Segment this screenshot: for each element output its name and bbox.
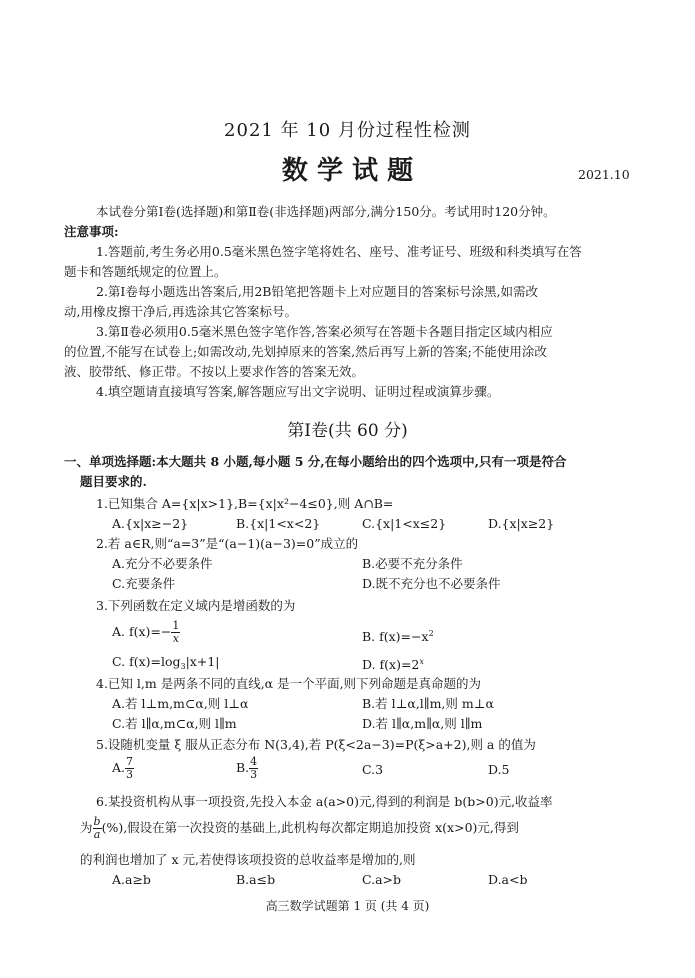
denominator: x	[172, 632, 179, 645]
option-b-label: B.	[236, 760, 250, 775]
option-b-expr: B. f(x)=−x	[362, 629, 429, 644]
option-d-expr: D. f(x)=2	[362, 657, 420, 672]
question-5-stem: 5.设随机变量 ξ 服从正态分布 N(3,4),若 P(ξ<2a−3)=P(ξ>a+2),则 a 的值为	[96, 737, 536, 752]
question-6-line: 6.某投资机构从事一项投资,先投入本金 a(a>0)元,得到的利润是 b(b>0)元,收益率	[96, 794, 553, 809]
option-a-expr: A. f(x)=−	[112, 624, 172, 639]
option-b	[362, 626, 434, 645]
option-a	[112, 620, 180, 645]
note-line: 的位置,不能写在试卷上;如需改动,先划掉原来的答案,然后再写上新的答案;不能使用涂改	[64, 344, 547, 359]
option-c-arg: |x+1|	[185, 654, 220, 669]
fraction	[249, 756, 258, 781]
denominator: 3	[250, 768, 258, 781]
option-b: B.a≤b	[236, 872, 276, 887]
note-line: 1.答题前,考生务必用0.5毫米黑色签字笔将姓名、座号、准考证号、班级和科类填写在答	[96, 244, 582, 259]
q6-rest: (%),假设在第一次投资的基础上,此机构每次都定期追加投资 x(x>0)元,得到	[101, 820, 519, 835]
option-d: D.5	[488, 762, 510, 777]
option-c: C.{x|1<x≤2}	[362, 516, 447, 531]
exponent: x	[419, 657, 424, 666]
denominator: a	[93, 828, 101, 841]
q6-prefix: 为	[80, 820, 93, 835]
fraction	[93, 816, 102, 841]
option-c-expr: C. f(x)=log	[112, 654, 181, 669]
option-c: C.充要条件	[112, 576, 176, 591]
intro-line: 本试卷分第Ⅰ卷(选择题)和第Ⅱ卷(非选择题)两部分,满分150分。考试用时120分钟。	[96, 204, 556, 219]
option-c	[112, 654, 220, 675]
question-3-stem: 3.下列函数在定义域内是增函数的为	[96, 598, 296, 613]
question-4-stem: 4.已知 l,m 是两条不同的直线,α 是一个平面,则下列命题是真命题的为	[96, 676, 482, 691]
option-b: B.必要不充分条件	[362, 556, 463, 571]
denominator: 3	[126, 768, 134, 781]
option-b: B.{x|1<x<2}	[236, 516, 321, 531]
note-line: 3.第Ⅱ卷必须用0.5毫米黑色签字笔作答,答案必须写在答题卡各题目指定区域内相应	[96, 324, 553, 339]
option-a-label: A.	[112, 760, 126, 775]
numerator: 7	[126, 755, 134, 768]
note-line: 动,用橡皮擦干净后,再选涂其它答案标号。	[64, 304, 297, 319]
question-6-line	[80, 816, 519, 841]
option-d: D.a<b	[488, 872, 528, 887]
option-a: A.{x|x≥−2}	[112, 516, 189, 531]
option-a	[112, 756, 134, 781]
note-line: 题卡和答题纸规定的位置上。	[64, 264, 227, 279]
exam-title: 2021 年 10 月份过程性检测	[224, 120, 471, 141]
numerator: 4	[250, 755, 258, 768]
option-d: D.既不充分也不必要条件	[362, 576, 501, 591]
notice-label: 注意事项:	[64, 224, 119, 239]
note-line: 4.填空题请直接填写答案,解答题应写出文字说明、证明过程或演算步骤。	[96, 384, 500, 399]
numerator: 1	[172, 619, 180, 632]
question-6-line: 的利润也增加了 x 元,若使得该项投资的总收益率是增加的,则	[80, 852, 416, 867]
section-instruction: 一、单项选择题:本大题共 8 小题,每小题 5 分,在每小题给出的四个选项中,只有一项是符合	[64, 454, 567, 469]
fraction	[171, 620, 180, 645]
exponent: 2	[428, 629, 434, 638]
option-d: D.{x|x≥2}	[488, 516, 555, 531]
part1-heading: 第Ⅰ卷(共 60 分)	[287, 421, 408, 441]
option-b	[236, 756, 258, 781]
option-c: C.a>b	[362, 872, 402, 887]
option-a: A.a≥b	[112, 872, 151, 887]
option-a: A.若 l⊥m,m⊂α,则 l⊥α	[112, 696, 249, 711]
fraction	[125, 756, 134, 781]
exam-date: 2021.10	[578, 167, 630, 182]
option-b: B.若 l⊥α,l∥m,则 m⊥α	[362, 696, 494, 711]
option-d: D.若 l∥α,m∥α,则 l∥m	[362, 716, 483, 731]
page-footer: 高三数学试题第 1 页 (共 4 页)	[265, 899, 430, 913]
note-line: 2.第Ⅰ卷每小题选出答案后,用2B铅笔把答题卡上对应题目的答案标号涂黑,如需改	[96, 284, 538, 299]
option-c: C.若 l∥α,m⊂α,则 l∥m	[112, 716, 237, 731]
note-line: 液、胶带纸、修正带。不按以上要求作答的答案无效。	[64, 364, 365, 379]
section-instruction: 题目要求的.	[80, 474, 147, 489]
option-c: C.3	[362, 762, 384, 777]
numerator: b	[93, 815, 101, 828]
option-d	[362, 654, 424, 673]
question-1-stem: 1.已知集合 A={x|x>1},B={x|x²−4≤0},则 A∩B=	[96, 496, 394, 511]
question-2-stem: 2.若 a∈R,则“a=3”是“(a−1)(a−3)=0”成立的	[96, 536, 359, 551]
log-base: 3	[180, 662, 186, 671]
option-a: A.充分不必要条件	[112, 556, 213, 571]
subject-title: 数 学 试 题	[281, 156, 414, 186]
